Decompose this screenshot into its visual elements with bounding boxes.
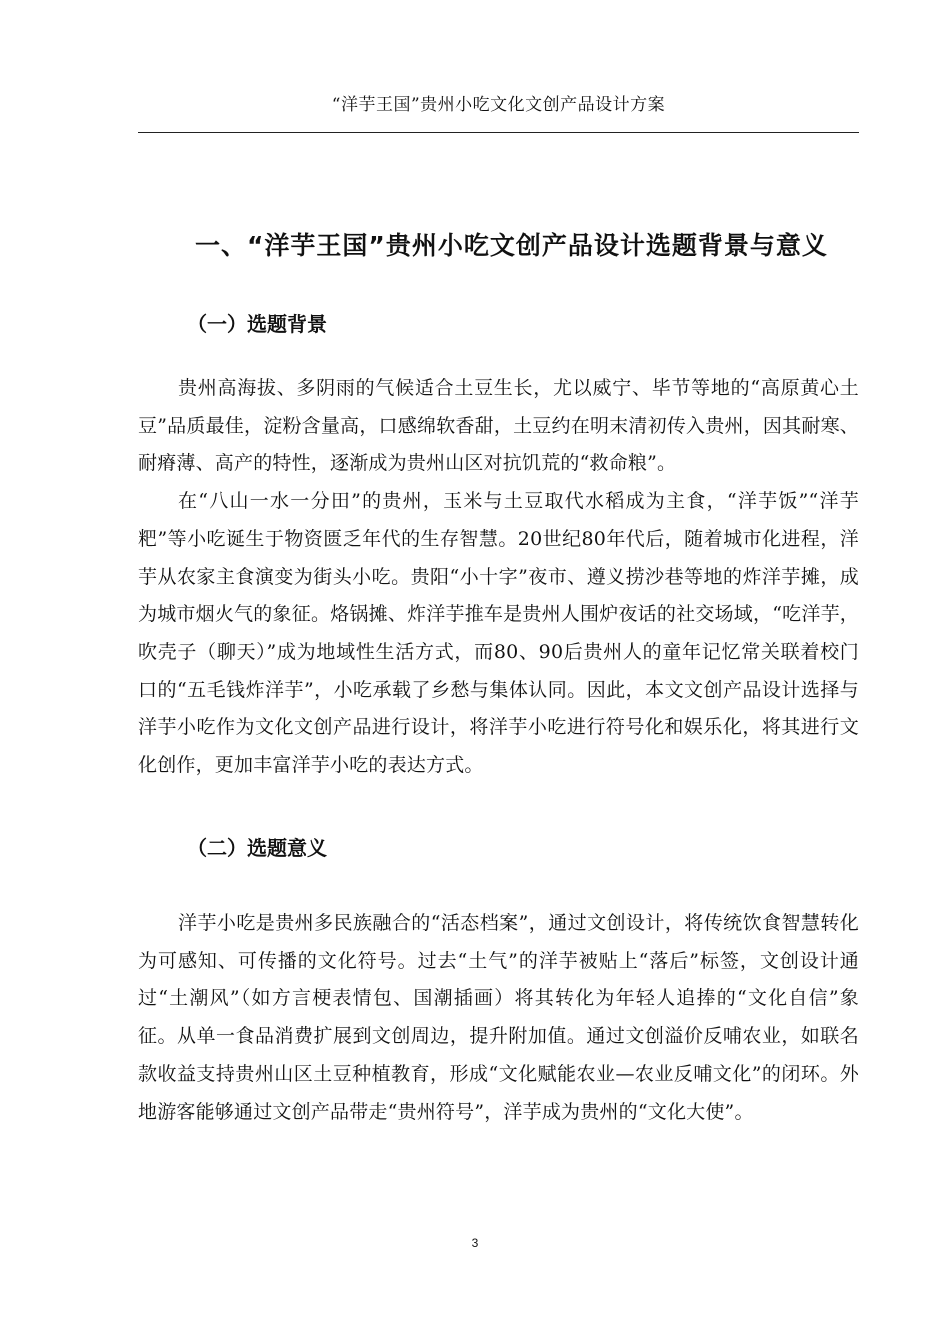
section-heading-background: （一）选题背景 xyxy=(187,312,327,336)
chapter-title: 一、“洋芋王国”贵州小吃文创产品设计选题背景与意义 xyxy=(195,231,828,260)
header-divider xyxy=(138,132,859,133)
page-number: 3 xyxy=(471,1236,479,1250)
section-body-significance xyxy=(138,905,859,1131)
running-header: “洋芋王国”贵州小吃文化文创产品设计方案 xyxy=(331,95,666,115)
paragraph: 贵州高海拔、多阴雨的气候适合土豆生长，尤以威宁、毕节等地的“高原黄心土豆”品质最佳，淀粉含量高，口感绵软香甜，土豆约在明末清初传入贵州，因其耐寒、耐瘠薄、高产的特性，逐渐成为贵州山区对抗饥荒的“救命粮”。 xyxy=(138,377,859,475)
paragraph: 在“八山一水一分田”的贵州，玉米与土豆取代水稻成为主食，“洋芋饭”“洋芋粑”等小吃诞生于物资匮乏年代的生存智慧。20世纪80年代后，随着城市化进程，洋芋从农家主食演变为街头小吃。贵阳“小十字”夜市、遵义捞沙巷等地的炸洋芋摊，成为城市烟火气的象征。烙锅摊、炸洋芋推车是贵州人围炉夜话的社交场域，“吃洋芋，吹壳子（聊天）”成为地域性生活方式，而80、90后贵州人的童年记忆常关联着校门口的“五毛钱炸洋芋”，小吃承载了乡愁与集体认同。因此，本文文创产品设计选择与洋芋小吃作为文化文创产品进行设计，将洋芋小吃进行符号化和娱乐化，将其进行文化创作，更加丰富洋芋小吃的表达方式。 xyxy=(138,490,859,777)
paragraph: 洋芋小吃是贵州多民族融合的“活态档案”，通过文创设计，将传统饮食智慧转化为可感知、可传播的文化符号。过去“土气”的洋芋被贴上“落后”标签，文创设计通过“土潮风”（如方言梗表情包、国潮插画）将其转化为年轻人追捧的“文化自信”象征。从单一食品消费扩展到文创周边，提升附加值。通过文创溢价反哺农业，如联名款收益支持贵州山区土豆种植教育，形成“文化赋能农业—农业反哺文化”的闭环。外地游客能够通过文创产品带走“贵州符号”，洋芋成为贵州的“文化大使”。 xyxy=(138,912,859,1123)
section-heading-significance: （二）选题意义 xyxy=(187,836,327,860)
section-body-background xyxy=(138,370,859,785)
